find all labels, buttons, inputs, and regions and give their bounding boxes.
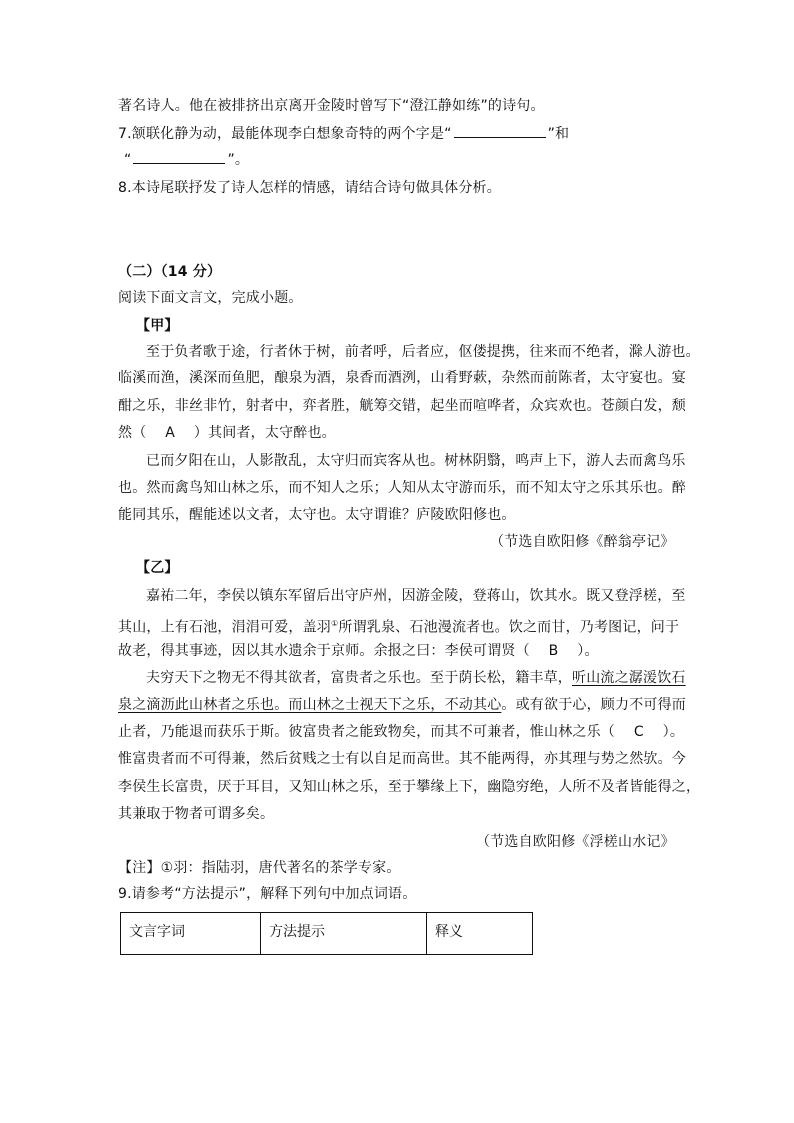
jia-line: 至于负者歌于途，行者休于树，前者呼，后者应，伛偻提携，往来而不绝者，滁人游也。 <box>146 344 700 360</box>
table-header-row <box>121 913 533 955</box>
yi-line: 嘉祐二年，李侯以镇东军留后出守庐州，因游金陵，登蒋山，饮其水。既又登浮槎，至 <box>146 588 686 604</box>
underlined-sentence: 泉之滴沥此山林者之乐也。而山林之士视天下之乐，不动其心 <box>118 697 502 713</box>
yi-line: 止者，乃能退而获乐于斯。彼富贵者之能致物矣，而其不可兼者，惟山林之乐（ C ）。 <box>118 724 685 740</box>
question-7 <box>118 124 569 144</box>
q7-answer-blank-1[interactable] <box>454 125 546 138</box>
jia-line: 能同其乐，醒能述以文者，太守也。太守谓谁？庐陵欧阳修也。 <box>118 507 516 523</box>
q7-text-4: ”。 <box>227 152 250 168</box>
section-instruction: 阅读下面文言文，完成小题。 <box>118 290 303 306</box>
question-7-cont <box>124 150 249 170</box>
q7-answer-blank-2[interactable] <box>133 151 225 164</box>
yi-line: 故老，得其事迹，因以其水遗余于京师。余报之曰：李侯可谓贤（ B ）。 <box>118 643 599 659</box>
question-8: 8.本诗尾联抒发了诗人怎样的情感，请结合诗句做具体分析。 <box>118 180 501 196</box>
section-heading: （二）（14 分） <box>118 264 222 280</box>
q7-text-1: 7.颔联化静为动，最能体现李白想象奇特的两个字是“ <box>118 126 452 142</box>
intro-line: 著名诗人。他在被排挤出京离开金陵时曾写下“澄江静如练”的诗句。 <box>118 98 545 114</box>
yi-line: 李侯生长富贵，厌于耳目，又知山林之乐，至于攀缘上下，幽隐穷绝，人所不及者皆能得之， <box>118 779 701 795</box>
table-header-cell: 释义 <box>427 913 533 955</box>
footnote-marker: ① <box>331 619 339 628</box>
jia-line: 也。然而禽鸟知山林之乐，而不知人之乐；人知从太守游而乐，而不知太守之乐其乐也。醉 <box>118 480 686 496</box>
q7-text-3: “ <box>124 152 132 168</box>
yi-text: 。或有欲于心，顾力不可得而 <box>501 697 687 713</box>
yi-line <box>118 614 679 638</box>
jia-line: 临溪而渔，溪深而鱼肥，酿泉为酒，泉香而酒洌，山肴野蔌，杂然而前陈者，太守宴也。宴 <box>118 370 686 386</box>
footnote: 【注】①羽：指陆羽，唐代著名的茶学专家。 <box>118 860 401 876</box>
table-header-cell: 文言字词 <box>121 913 261 955</box>
q7-text-2: ”和 <box>547 126 570 142</box>
yi-text: 其山，上有石池，涓涓可爱，盖羽 <box>118 619 331 636</box>
table-header-cell: 方法提示 <box>261 913 427 955</box>
question-9: 9.请参考“方法提示”，解释下列句中加点词语。 <box>118 886 417 902</box>
underlined-sentence: 听山流之潺湲饮石 <box>572 670 686 686</box>
passage-yi-label: 【乙】 <box>136 560 179 576</box>
yi-line: 惟富贵者而不可得兼，然后贫贱之士有以自足而高世。其不能两得，亦其理与势之然欤。今 <box>118 751 686 767</box>
jia-line: 已而夕阳在山，人影散乱，太守归而宾客从也。树林阴翳，鸣声上下，游人去而禽鸟乐 <box>146 453 686 469</box>
yi-text: 夫穷天下之物无不得其欲者，富贵者之乐也。至于荫长松，籍丰草， <box>146 670 572 686</box>
jia-source: （节选自欧阳修《醉翁亭记》 <box>490 534 675 550</box>
method-table <box>120 912 533 955</box>
yi-text: 所谓乳泉、石池漫流者也。饮之而甘，乃考图记，问于 <box>338 619 680 636</box>
yi-line <box>118 695 686 715</box>
passage-jia-label: 【甲】 <box>136 318 179 334</box>
jia-line: 然（ A ）其间者，太守醉也。 <box>118 425 336 441</box>
yi-line <box>146 668 686 688</box>
yi-line: 其兼取于物者可谓多矣。 <box>118 806 275 822</box>
yi-source: （节选自欧阳修《浮槎山水记》 <box>476 834 675 850</box>
jia-line: 酣之乐，非丝非竹，射者中，弈者胜，觥筹交错，起坐而喧哗者，众宾欢也。苍颜白发，颓 <box>118 398 686 414</box>
